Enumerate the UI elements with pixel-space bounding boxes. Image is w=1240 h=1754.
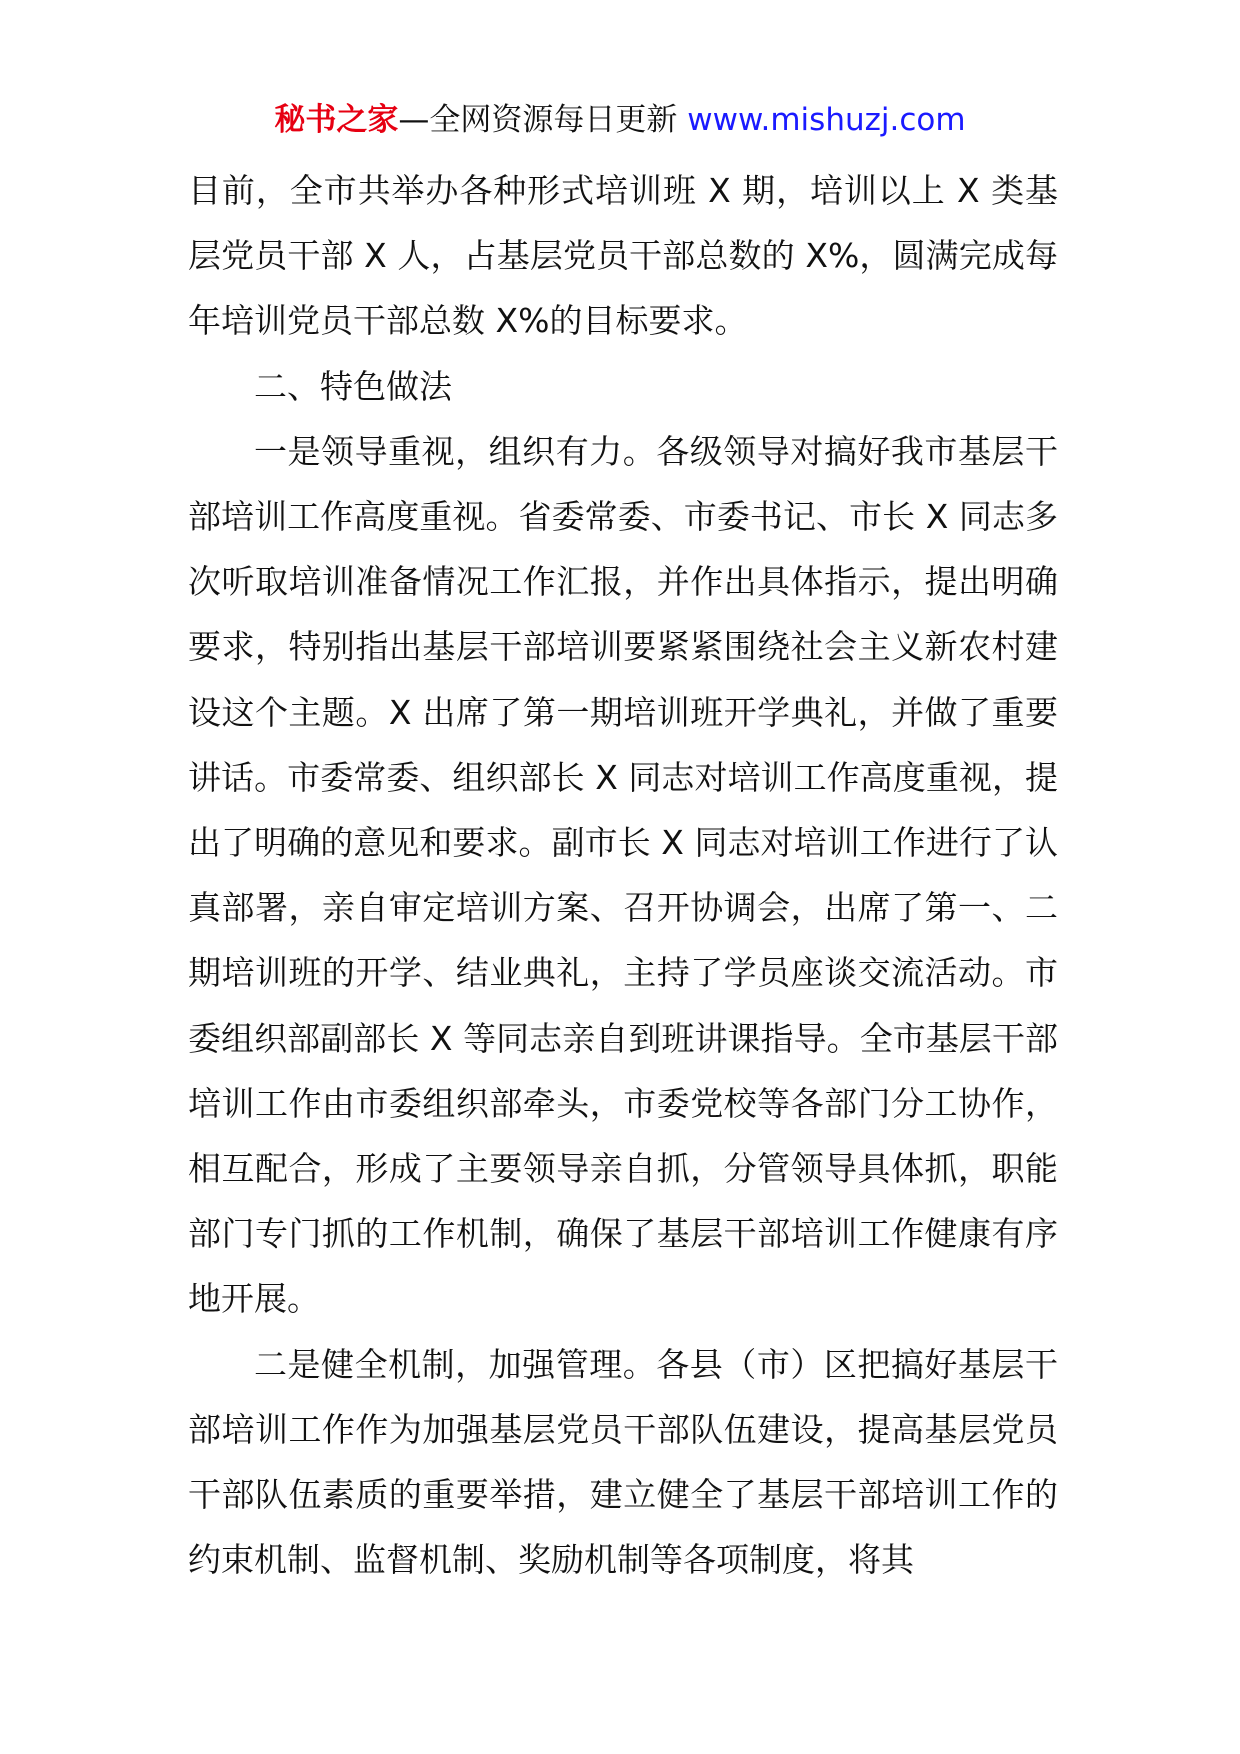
site-header xyxy=(0,100,1240,140)
paragraph-mechanism: 二是健全机制，加强管理。各县（市）区把搞好基层干部培训工作作为加强基层党员干部队伍建设，提高基层党员干部队伍素质的重要举措，建立健全了基层干部培训工作的约束机制、监督机制、奖励机制等各项制度，将其 xyxy=(188,1344,1058,1580)
document-body xyxy=(188,158,1058,1592)
paragraph-training-summary: 目前，全市共举办各种形式培训班 X 期，培训以上 X 类基层党员干部 X 人，占基层党员干部总数的 X%，圆满完成每年培训党员干部总数 X%的目标要求。 xyxy=(188,171,1058,341)
brand-name: 秘书之家 xyxy=(274,102,399,138)
paragraph-leadership: 一是领导重视，组织有力。各级领导对搞好我市基层干部培训工作高度重视。省委常委、市委书记、市长 X 同志多次听取培训准备情况工作汇报，并作出具体指示，提出明确要求，特别指出基层干部培训要紧紧围绕社会主义新农村建设这个主题。X 出席了第一期培训班开学典礼，并做了重要讲话。市委常委、组织部长 X 同志对培训工作高度重视，提出了明确的意见和要求。副市长 X 同志对培训工作进行了认真部署，亲自审定培训方案、召开协调会，出席了第一、二期培训班的开学、结业典礼，主持了学员座谈交流活动。市委组织部副部长 X 等同志亲自到班讲课指导。全市基层干部培训工作由市委组织部牵头，市委党校等各部门分工协作，相互配合，形成了主要领导亲自抓，分管领导具体抓，职能部门专门抓的工作机制，确保了基层干部培训工作健康有序地开展。 xyxy=(188,431,1058,1319)
site-url-link[interactable]: www.mishuzj.com xyxy=(687,102,966,138)
section-heading: 二、特色做法 xyxy=(254,366,452,406)
header-tagline: —全网资源每日更新 xyxy=(398,102,688,138)
